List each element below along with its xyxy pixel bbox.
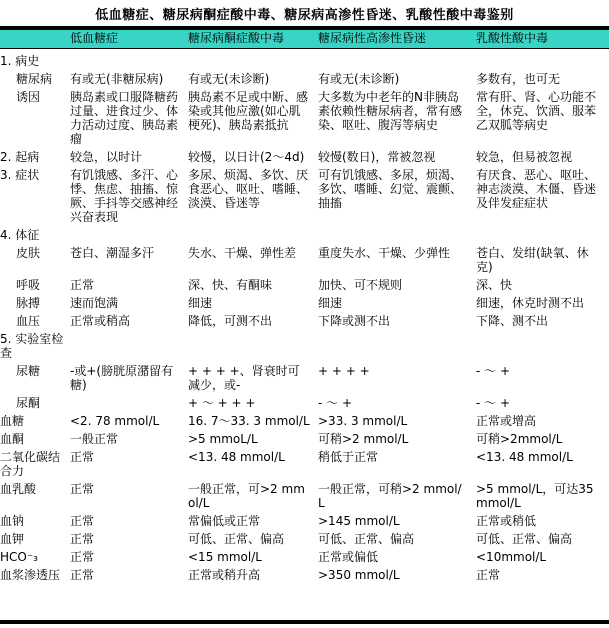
table-cell: 正常 [476, 568, 501, 582]
table-cell [188, 226, 318, 230]
table-cell: 深、快 [476, 278, 513, 292]
table-row [0, 362, 609, 394]
table-cell: 速而饱满 [70, 296, 119, 310]
header-cell-lactic-acidosis: 乳酸性酸中毒 [476, 31, 549, 45]
table-cell: -或+(膀胱原潴留有糖) [70, 364, 174, 392]
table-cell: 有饥饿感、多汗、心悸、焦虑、抽搐、惊厥、手抖等交感神经兴奋表现 [70, 168, 179, 224]
table-cell: + + + + [318, 364, 370, 378]
row-label: 血酮 [0, 432, 25, 446]
table-header-row [0, 30, 609, 48]
table-cell: - ～ + [476, 364, 511, 378]
table-cell: 正常或稍高 [70, 314, 131, 328]
table-row [0, 276, 609, 294]
table-row [0, 312, 609, 330]
row-label: 2. 起病 [0, 150, 40, 164]
table-cell: 下降、测不出 [476, 314, 549, 328]
table-cell: 降低，可测不出 [188, 314, 273, 328]
row-label: 血糖 [0, 414, 25, 428]
table-cell [188, 330, 318, 334]
table-row [0, 412, 609, 430]
table-cell: 可稍>2 mmol/L [318, 432, 409, 446]
table-cell: 16. 7～33. 3 mmol/L [188, 414, 310, 428]
table-row [0, 52, 609, 70]
table-cell: 正常或稍低 [476, 514, 537, 528]
table-cell: 常有肝、肾、心功能不全，休克、饮酒、服苯乙双胍等病史 [476, 90, 597, 132]
table-cell: <10mmol/L [476, 550, 547, 564]
table-row [0, 330, 609, 362]
table-row [0, 166, 609, 226]
table-cell: 一般正常，可>2 mmol/L [188, 482, 305, 510]
table-cell: 常偏低或正常 [188, 514, 261, 528]
table-cell: 深、快、有酮味 [188, 278, 273, 292]
table-cell: 有或无(非糖尿病) [70, 72, 164, 86]
table-cell [70, 52, 188, 56]
table-cell [188, 52, 318, 56]
table-cell: 正常 [70, 568, 95, 582]
header-cell-hypoglycemia: 低血糖症 [70, 31, 119, 45]
page-title: 低血糖症、糖尿病酮症酸中毒、糖尿病高渗性昏迷、乳酸性酸中毒鉴别 [95, 8, 514, 23]
row-label: 血钠 [0, 514, 25, 528]
table-cell: 可低、正常、偏高 [318, 532, 415, 546]
table-row [0, 430, 609, 448]
row-label: 5. 实验室检查 [0, 332, 64, 360]
table-cell: <13. 48 mmol/L [188, 450, 285, 464]
row-label: 糖尿病 [16, 72, 53, 86]
table-row [0, 548, 609, 566]
table-cell: + ～ + + + [188, 396, 256, 410]
table-cell: <15 mmol/L [188, 550, 262, 564]
table-cell: <2. 78 mmol/L [70, 414, 160, 428]
table-cell: >5 mmoL/L [188, 432, 258, 446]
table-cell: 有厌食、恶心、呕吐、神志淡漠、木僵、昏迷及伴发症症状 [476, 168, 597, 210]
row-label: 血浆渗透压 [0, 568, 61, 582]
row-label: 诱因 [16, 90, 41, 104]
table-cell [318, 52, 476, 56]
table-row [0, 148, 609, 166]
table-cell: 可稍>2mmol/L [476, 432, 563, 446]
table-cell: 细速，休克时测不出 [476, 296, 585, 310]
row-label: 血压 [16, 314, 41, 328]
table-cell: 较慢(数日)，常被忽视 [318, 150, 436, 164]
table-cell: 正常或偏低 [318, 550, 379, 564]
table-row [0, 244, 609, 276]
table-cell: 有或无(未诊断) [188, 72, 270, 86]
table-cell: 细速 [188, 296, 213, 310]
table-cell: 苍白、潮湿多汗 [70, 246, 155, 260]
row-label: 尿酮 [16, 396, 41, 410]
table-cell: 较慢，以日计(2～4d) [188, 150, 305, 164]
table-cell: 正常或稍升高 [188, 568, 261, 582]
table-cell: 大多数为中老年的N非胰岛素依赖性糖尿病者，常有感染、呕吐、腹泻等病史 [318, 90, 463, 132]
row-label: 1. 病史 [0, 54, 40, 68]
table-cell: >350 mmol/L [318, 568, 400, 582]
bottom-padding [0, 624, 609, 628]
row-label: 尿糖 [16, 364, 41, 378]
table-row [0, 294, 609, 312]
row-label: 呼吸 [16, 278, 41, 292]
row-label: 皮肤 [16, 246, 41, 260]
table-row [0, 512, 609, 530]
table-row [0, 530, 609, 548]
table-cell: 较急，但易被忽视 [476, 150, 573, 164]
table-cell: 细速 [318, 296, 343, 310]
table-cell: <13. 48 mmol/L [476, 450, 573, 464]
header-cell-dka: 糖尿病酮症酸中毒 [188, 31, 285, 45]
row-label: 脉搏 [16, 296, 41, 310]
table-cell: 较急，以时计 [70, 150, 143, 164]
table-row [0, 226, 609, 244]
table-cell [318, 226, 476, 230]
table-cell: 有或无(未诊断) [318, 72, 400, 86]
table-cell: 正常 [70, 532, 95, 546]
table-cell: - ～ + [476, 396, 511, 410]
table-cell [318, 330, 476, 334]
table-cell: 一般正常 [70, 432, 119, 446]
table-cell: 正常或增高 [476, 414, 537, 428]
table-cell: >5 mmol/L，可达35 mmol/L [476, 482, 594, 510]
table-cell [476, 330, 607, 334]
table-cell: 胰岛素不足或中断、感染或其他应激(如心肌梗死)、胰岛素抵抗 [188, 90, 309, 132]
table-cell: 加快、可不规则 [318, 278, 403, 292]
table-row [0, 88, 609, 148]
table-body [0, 49, 609, 620]
table-cell: 胰岛素或口服降糖药过量、进食过少、体力活动过度、胰岛素瘤 [70, 90, 179, 146]
table-cell [70, 330, 188, 334]
row-label: 血钾 [0, 532, 25, 546]
row-label: HCO⁻₃ [0, 550, 38, 564]
row-label: 二氧化碳结合力 [0, 450, 61, 478]
table-row [0, 448, 609, 480]
table-row [0, 394, 609, 412]
table-cell: 稍低于正常 [318, 450, 379, 464]
table-cell: + + + +、肾衰时可减少，或- [188, 364, 300, 392]
table-cell: 可低、正常、偏高 [476, 532, 573, 546]
table-cell: 正常 [70, 450, 95, 464]
table-cell: 多尿、烦渴、多饮、厌食恶心、呕吐、嗜睡、淡漠、昏迷等 [188, 168, 309, 210]
table-cell: 一般正常，可稍>2 mmol/L [318, 482, 462, 510]
table-cell: 下降或测不出 [318, 314, 391, 328]
table-cell [70, 394, 188, 398]
table-cell: - ～ + [318, 396, 353, 410]
table-cell: 苍白、发绀(缺氧、休克) [476, 246, 589, 274]
table-cell: 重度失水、干燥、少弹性 [318, 246, 451, 260]
table-cell: 正常 [70, 482, 95, 496]
table-row [0, 70, 609, 88]
table-cell [476, 52, 607, 56]
table-cell: 正常 [70, 550, 95, 564]
row-label: 4. 体征 [0, 228, 40, 242]
table-row [0, 480, 609, 512]
table-cell: 多数有，也可无 [476, 72, 561, 86]
table-row [0, 566, 609, 584]
table-cell: 可有饥饿感、多尿，烦渴、多饮、嗜睡、幻觉、震颤、抽搐 [318, 168, 463, 210]
table-cell: 可低、正常、偏高 [188, 532, 285, 546]
header-cell-hyperosmolar-coma: 糖尿病性高渗性昏迷 [318, 31, 427, 45]
table-cell: 正常 [70, 278, 95, 292]
table-cell [70, 226, 188, 230]
row-label: 3. 症状 [0, 168, 40, 182]
table-cell: 失水、干燥、弹性差 [188, 246, 297, 260]
table-cell: 正常 [70, 514, 95, 528]
table-cell: >33. 3 mmol/L [318, 414, 408, 428]
table-cell: >145 mmol/L [318, 514, 400, 528]
row-label: 血乳酸 [0, 482, 37, 496]
table-cell [476, 226, 607, 230]
